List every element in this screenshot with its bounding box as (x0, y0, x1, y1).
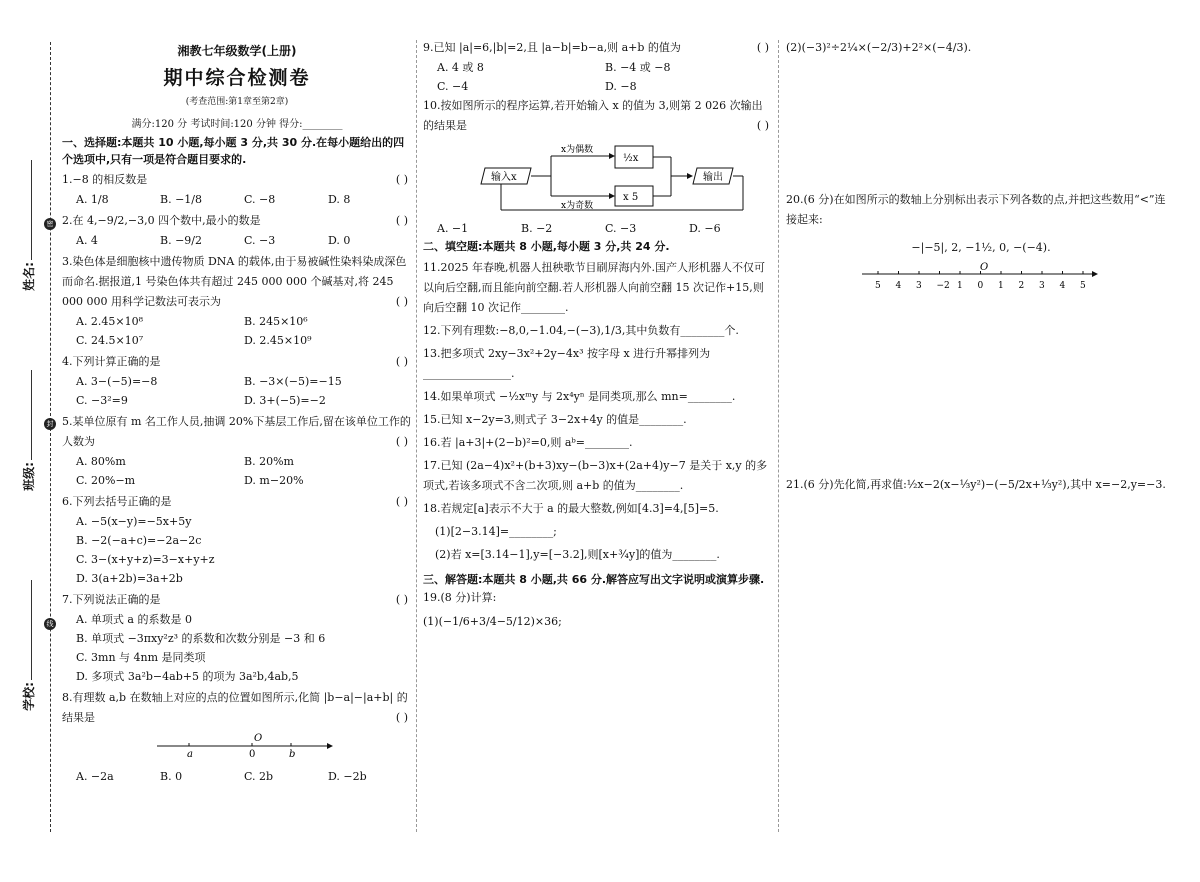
option[interactable]: D. 多项式 3a²b−4ab+5 的项为 3a²b,4ab,5 (76, 670, 299, 683)
fill-question: (1)[2−3.14]=________; (435, 525, 557, 538)
question-7 (62, 590, 412, 610)
fill-question: 17.已知 (2a−4)x²+(b+3)xy−(b−3)x+(2a+4)y−7 是关于 x,y 的多项式,若该多项式不含二次项,则 a+b 的值为________. (423, 459, 768, 492)
name-label: 姓名: (21, 262, 36, 291)
option[interactable]: D. 3+(−5)=−2 (244, 394, 326, 407)
q9-stem: 9.已知 |a|=6,|b|=2,且 |a−b|=b−a,则 a+b 的值为 (423, 41, 681, 54)
flow-half: ½x (623, 153, 639, 164)
answer-paren[interactable]: ( ) (395, 495, 408, 508)
question-6 (62, 492, 412, 512)
q19-part2: (2)(−3)²÷2¼×(−2/3)+2²×(−4/3). (786, 41, 972, 54)
q19: 19.(8 分)计算: (423, 591, 497, 604)
answer-paren[interactable]: ( ) (395, 435, 408, 448)
name-line (31, 160, 32, 260)
q9 (423, 38, 773, 58)
q20-number-line (786, 262, 1176, 294)
q8-option[interactable]: B. 0 (160, 770, 183, 783)
flow-input: 输入x (491, 172, 517, 183)
axis-label: 3 (916, 281, 922, 291)
axis-label: 4 (895, 281, 902, 291)
binding-line (50, 42, 51, 832)
option[interactable]: D. 3(a+2b)=3a+2b (76, 572, 183, 585)
options (62, 452, 412, 490)
question-stem: 8.有理数 a,b 在数轴上对应的点的位置如图所示,化简 |b−a|−|a+b| 的结果是 (62, 691, 408, 724)
option[interactable]: D. 0 (328, 234, 351, 247)
q8-a: a (187, 749, 193, 760)
question-stem: 2.在 4,−9/2,−3,0 四个数中,最小的数是 (62, 214, 261, 227)
class-line (31, 370, 32, 460)
option[interactable]: D. m−20% (244, 474, 304, 487)
question-1 (62, 170, 412, 190)
option[interactable]: B. 20%m (244, 455, 294, 468)
axis-label: 1 (998, 281, 1004, 291)
column-2 (423, 38, 773, 632)
fill-question: 12.下列有理数:−8,0,−1.04,−(−3),1/3,其中负数有________个. (423, 324, 739, 337)
exam-title: 期中综合检测卷 (163, 67, 311, 89)
answer-paren[interactable]: ( ) (395, 214, 408, 227)
q8-option[interactable]: A. −2a (76, 770, 114, 783)
q9-options (423, 58, 773, 96)
column-1 (62, 38, 412, 786)
question-2 (62, 211, 412, 231)
options (62, 512, 412, 588)
column-divider (416, 40, 417, 832)
fill-question: 14.如果单项式 −½xᵐy 与 2x⁴yⁿ 是同类项,那么 mn=________. (423, 390, 736, 403)
q8-option[interactable]: C. 2b (244, 770, 274, 783)
option[interactable]: C. 3mn 与 4nm 是同类项 (76, 651, 206, 664)
axis-label: 4 (1059, 281, 1066, 291)
option[interactable]: C. −8 (244, 193, 276, 206)
options (62, 372, 412, 410)
option[interactable]: B. 单项式 −3πxy²z³ 的系数和次数分别是 −3 和 6 (76, 632, 326, 645)
q10-option[interactable]: B. −2 (521, 222, 553, 235)
q10-stem: 10.按如图所示的程序运算,若开始输入 x 的值为 3,则第 2 026 次输出的结果是 (423, 99, 763, 132)
column-divider (778, 40, 779, 832)
section-2-heading: 二、填空题:本题共 8 小题,每小题 3 分,共 24 分. (423, 240, 670, 253)
question-3 (62, 252, 412, 312)
fill-question: 15.已知 x−2y=3,则式子 3−2x+4y 的值是________. (423, 413, 687, 426)
question-stem: 5.某单位原有 m 名工作人员,抽调 20%下基层工作后,留在该单位工作的人数为 (62, 415, 411, 448)
option[interactable]: D. 8 (328, 193, 351, 206)
option[interactable]: A. 2.45×10⁸ (76, 315, 144, 328)
question-5 (62, 412, 412, 452)
question-stem: 1.−8 的相反数是 (62, 173, 148, 186)
axis-label: 0 (977, 281, 984, 291)
answer-paren[interactable]: ( ) (756, 119, 769, 132)
q19-part1: (1)(−1/6+3/4−5/12)×36; (423, 615, 562, 628)
option[interactable]: B. −3×(−5)=−15 (244, 375, 342, 388)
option[interactable]: A. 1/8 (76, 193, 109, 206)
option[interactable]: B. 245×10⁶ (244, 315, 308, 328)
fill-question: 18.若规定[a]表示不大于 a 的最大整数,例如[4.3]=4,[5]=5. (423, 502, 719, 515)
option[interactable]: A. −5(x−y)=−5x+5y (76, 515, 192, 528)
answer-paren[interactable]: ( ) (395, 711, 408, 724)
q9-option[interactable]: B. −4 或 −8 (605, 61, 671, 74)
school-line (31, 580, 32, 680)
option[interactable]: C. −3²=9 (76, 394, 128, 407)
q10-option[interactable]: D. −6 (689, 222, 721, 235)
class-label: 班级: (21, 462, 36, 491)
school-label: 学校: (21, 682, 36, 711)
answer-paren[interactable]: ( ) (395, 173, 408, 186)
q10-options (423, 219, 773, 238)
fill-question: 13.把多项式 2xy−3x²+2y−4x³ 按字母 x 进行升幂排列为________________. (423, 347, 711, 380)
section-3-heading: 三、解答题:本题共 8 小题,共 66 分.解答应写出文字说明或演算步骤. (423, 573, 765, 586)
q8-zero: 0 (249, 749, 256, 760)
answer-paren[interactable]: ( ) (756, 41, 769, 54)
q8-number-line (62, 732, 412, 760)
question-stem: 3.染色体是细胞核中遗传物质 DNA 的载体,由于易被碱性染料染成深色而命名.据报道,1 号染色体共有超过 245 000 000 个碱基对,将 245 000 000 用科学记数法可表示为 (62, 255, 407, 308)
option[interactable]: B. −1/8 (160, 193, 202, 206)
answer-paren[interactable]: ( ) (395, 295, 408, 308)
flow-output: 输出 (703, 172, 723, 183)
option[interactable]: A. 4 (76, 234, 98, 247)
options (62, 231, 412, 250)
option[interactable]: A. 80%m (76, 455, 126, 468)
fill-question: (2)若 x=[3.14−1],y=[−3.2],则[x+¾y]的值为________. (435, 548, 720, 561)
answer-paren[interactable]: ( ) (395, 355, 408, 368)
option[interactable]: A. 3−(−5)=−8 (76, 375, 158, 388)
q10-option[interactable]: A. −1 (437, 222, 469, 235)
q8-b: b (289, 749, 296, 760)
option[interactable]: D. 2.45×10⁹ (244, 334, 312, 347)
q9-option[interactable]: A. 4 或 8 (437, 61, 484, 74)
options (62, 190, 412, 209)
question-4 (62, 352, 412, 372)
fill-question: 11.2025 年春晚,机器人扭秧歌节目刷屏海内外.国产人形机器人不仅可以向后空翻,而且能向前空翻.若人形机器人向前空翻 15 次记作+15,则向后空翻 10 次记作________. (423, 261, 765, 314)
section-1-questions (62, 170, 412, 728)
question-stem: 6.下列去括号正确的是 (62, 495, 172, 508)
binding-strip (0, 0, 60, 882)
axis-label: 2 (1018, 281, 1025, 291)
q8-option[interactable]: D. −2b (328, 770, 367, 783)
question-stem: 4.下列计算正确的是 (62, 355, 161, 368)
axis-label: −2 (936, 281, 950, 291)
seal-xian: 线 (44, 618, 56, 630)
section-2-questions (423, 258, 773, 565)
q20-numbers: −|−5|, 2, −1½, 0, −(−4). (911, 241, 1051, 254)
q21: 21.(6 分)先化简,再求值:½x−2(x−⅓y²)−(−5/2x+⅓y²),其中 x=−2,y=−3. (786, 478, 1166, 491)
question-stem: 7.下列说法正确的是 (62, 593, 161, 606)
q9-option[interactable]: D. −8 (605, 80, 637, 93)
exam-range: (考查范围:第1章至第2章) (185, 97, 289, 107)
fill-question: 16.若 |a+3|+(2−b)²=0,则 aᵇ=________. (423, 436, 633, 449)
q20-stem: 20.(6 分)在如图所示的数轴上分别标出表示下列各数的点,并把这些数用“<”连接起来: (786, 193, 1166, 226)
flow-even: x为偶数 (561, 145, 594, 155)
q8-options (62, 767, 412, 786)
q10-option[interactable]: C. −3 (605, 222, 637, 235)
axis-label: 5 (1080, 281, 1086, 291)
seal-mi: 密 (44, 218, 56, 230)
q20-origin: O (980, 262, 989, 273)
axis-label: 3 (1039, 281, 1045, 291)
q9-option[interactable]: C. −4 (437, 80, 469, 93)
options (62, 312, 412, 350)
flow-times5: x 5 (623, 192, 639, 203)
option[interactable]: C. 3−(x+y+z)=3−x+y+z (76, 553, 215, 566)
option[interactable]: C. 20%−m (76, 474, 136, 487)
q10-flowchart (423, 140, 773, 212)
axis-label: 1 (957, 281, 963, 291)
question-8 (62, 688, 412, 728)
score-line: 满分:120 分 考试时间:120 分钟 得分:________ (131, 119, 343, 130)
section-1-heading: 一、选择题:本题共 10 小题,每小题 3 分,共 30 分.在每小题给出的四个选项中,只有一项是符合题目要求的. (62, 136, 405, 166)
exam-subtitle: 湘教七年级数学(上册) (177, 44, 297, 58)
options (62, 610, 412, 686)
flow-odd: x为奇数 (561, 201, 594, 211)
option[interactable]: C. −3 (244, 234, 276, 247)
option[interactable]: C. 24.5×10⁷ (76, 334, 144, 347)
column-3 (786, 38, 1176, 495)
option[interactable]: A. 单项式 a 的系数是 0 (76, 613, 192, 626)
answer-paren[interactable]: ( ) (395, 593, 408, 606)
option[interactable]: B. −2(−a+c)=−2a−2c (76, 534, 202, 547)
option[interactable]: B. −9/2 (160, 234, 202, 247)
q8-origin: O (254, 733, 263, 744)
q10 (423, 96, 773, 136)
axis-label: 5 (875, 281, 881, 291)
seal-feng: 封 (44, 418, 56, 430)
